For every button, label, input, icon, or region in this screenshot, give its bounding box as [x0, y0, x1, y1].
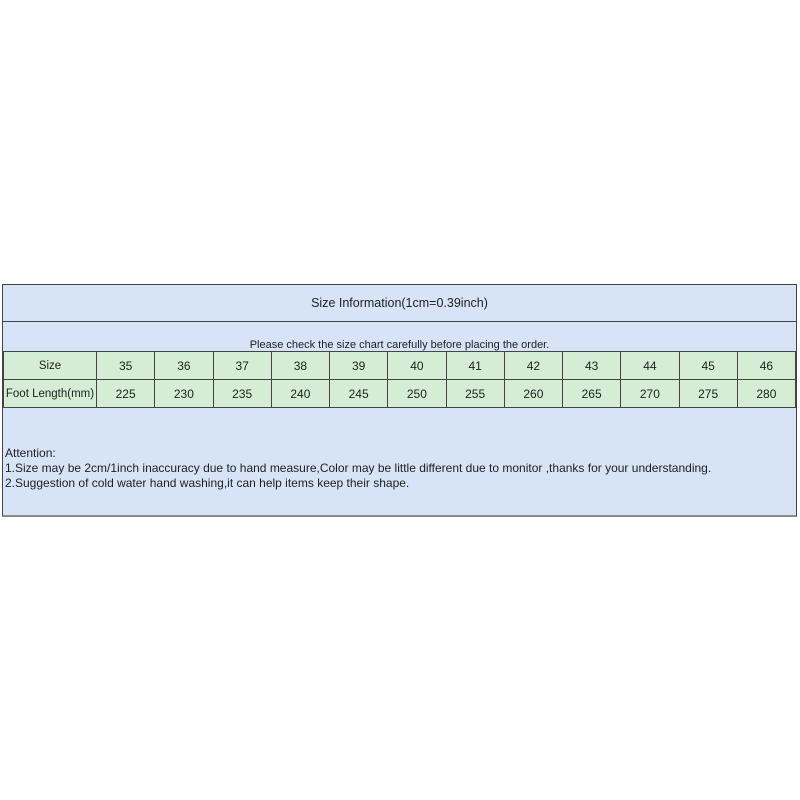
- size-value-cell: 41: [446, 352, 504, 380]
- size-value-cell: 240: [271, 380, 329, 408]
- size-value-cell: 265: [563, 380, 621, 408]
- size-table: [3, 351, 796, 408]
- size-value-cell: 245: [330, 380, 388, 408]
- panel-subtitle-band: [3, 322, 796, 351]
- attention-line: 1.Size may be 2cm/1inch inaccuracy due to hand measure,Color may be little different due to monitor ,thanks for your understanding.: [5, 461, 712, 475]
- size-value-cell: 255: [446, 380, 504, 408]
- size-value-cell: 280: [737, 380, 795, 408]
- size-value-cell: 35: [97, 352, 155, 380]
- size-value-cell: 40: [388, 352, 446, 380]
- size-value-cell: 230: [155, 380, 213, 408]
- table-row: [4, 380, 796, 408]
- size-value-cell: 225: [97, 380, 155, 408]
- size-value-cell: 36: [155, 352, 213, 380]
- size-value-cell: 38: [271, 352, 329, 380]
- row-header-cell: Foot Length(mm): [4, 380, 97, 408]
- size-value-cell: 46: [737, 352, 795, 380]
- size-value-cell: 42: [504, 352, 562, 380]
- panel-subtitle: Please check the size chart carefully before placing the order.: [249, 339, 550, 351]
- size-table-body: [4, 352, 796, 408]
- size-value-cell: 260: [504, 380, 562, 408]
- row-header-cell: Size: [4, 352, 97, 380]
- size-value-cell: 270: [621, 380, 679, 408]
- size-value-cell: 250: [388, 380, 446, 408]
- size-value-cell: 37: [213, 352, 271, 380]
- attention-heading: Attention:: [5, 446, 56, 460]
- panel-title-band: [3, 285, 796, 322]
- attention-block: [3, 408, 796, 515]
- table-row: [4, 352, 796, 380]
- attention-line: 2.Suggestion of cold water hand washing,it can help items keep their shape.: [5, 476, 410, 490]
- size-value-cell: 45: [679, 352, 737, 380]
- size-value-cell: 39: [330, 352, 388, 380]
- size-value-cell: 43: [563, 352, 621, 380]
- size-value-cell: 235: [213, 380, 271, 408]
- size-value-cell: 44: [621, 352, 679, 380]
- panel-title: Size Information(1cm=0.39inch): [311, 296, 488, 310]
- size-value-cell: 275: [679, 380, 737, 408]
- attention-lines: [5, 461, 792, 491]
- size-info-panel: [2, 284, 797, 517]
